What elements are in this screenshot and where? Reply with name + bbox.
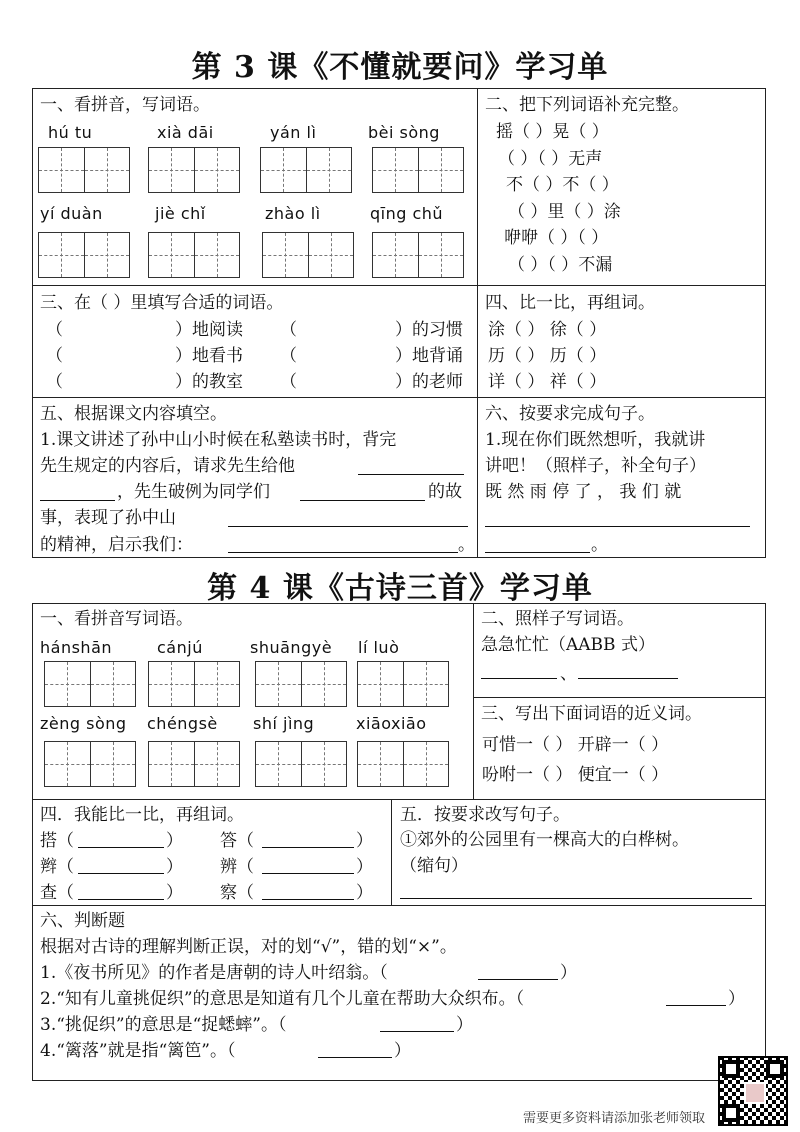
pinyin-label: xiāoxiāo bbox=[356, 714, 427, 733]
fill-line[interactable]: 咿咿（ ）（ ） bbox=[504, 228, 609, 248]
answer-blank[interactable] bbox=[78, 831, 164, 848]
sentence: ①郊外的公园里有一棵高大的白桦树。 bbox=[400, 830, 689, 850]
section-heading: 三、在（ ）里填写合适的词语。 bbox=[40, 293, 284, 313]
paren: ） bbox=[166, 883, 183, 903]
footer-note: 需要更多资料请添加张老师领取 bbox=[522, 1111, 705, 1126]
divider bbox=[473, 697, 766, 698]
pinyin-label: hánshān bbox=[40, 638, 113, 657]
fill-line[interactable]: 详（ ） 祥（ ） bbox=[488, 372, 607, 392]
fill-line[interactable]: 吩咐一（ ） 便宜一（ ） bbox=[482, 765, 669, 785]
writing-grid[interactable] bbox=[148, 147, 240, 193]
section-heading: 四、比一比，再组词。 bbox=[485, 293, 655, 313]
answer-blank[interactable] bbox=[358, 458, 464, 475]
pinyin-label: xià dāi bbox=[157, 123, 214, 142]
paren: ） bbox=[356, 831, 373, 851]
writing-grid[interactable] bbox=[38, 232, 130, 278]
answer-blank[interactable] bbox=[478, 963, 558, 980]
fill-phrase[interactable]: ）的习惯 bbox=[395, 320, 463, 340]
paren: （ bbox=[280, 346, 297, 366]
answer-blank[interactable] bbox=[485, 536, 590, 553]
answer-blank[interactable] bbox=[262, 883, 354, 900]
section-heading: 二、把下列词语补充完整。 bbox=[485, 95, 689, 115]
fill-phrase[interactable]: ）的老师 bbox=[395, 372, 463, 392]
pinyin-label: zèng sòng bbox=[40, 714, 127, 733]
fill-line[interactable]: （ ）里（ ）涂 bbox=[508, 202, 621, 222]
divider bbox=[32, 285, 766, 286]
writing-grid[interactable] bbox=[148, 661, 240, 707]
paragraph-line: 1.课文讲述了孙中山小时候在私塾读书时，背完 bbox=[40, 430, 397, 450]
section-heading: 三、写出下面词语的近义词。 bbox=[481, 704, 702, 724]
answer-blank[interactable] bbox=[485, 510, 750, 527]
pinyin-label: lí luò bbox=[358, 638, 400, 657]
paren: ） bbox=[456, 1015, 473, 1035]
pinyin-label: yí duàn bbox=[40, 204, 103, 223]
paren: （ bbox=[280, 320, 297, 340]
paragraph-line: 既 然 雨 停 了 ， 我 们 就 bbox=[485, 482, 682, 502]
pinyin-label: shuāngyè bbox=[250, 638, 333, 657]
answer-blank[interactable] bbox=[262, 831, 354, 848]
answer-blank[interactable] bbox=[481, 662, 557, 679]
paragraph-line: 讲吧！（照样子，补全句子） bbox=[485, 456, 706, 476]
paren: ） bbox=[394, 1041, 411, 1061]
section-heading: 四．我能比一比，再组词。 bbox=[40, 805, 244, 825]
writing-grid[interactable] bbox=[372, 147, 464, 193]
fill-phrase[interactable]: ）地看书 bbox=[175, 346, 243, 366]
pinyin-label: zhào lì bbox=[265, 204, 321, 223]
paren: ） bbox=[560, 963, 577, 983]
answer-blank[interactable] bbox=[78, 857, 164, 874]
divider bbox=[473, 603, 474, 799]
paren: ） bbox=[166, 831, 183, 851]
paragraph-line: 先生规定的内容后，请求先生给他 bbox=[40, 456, 295, 476]
lesson4-title: 第 4 课《古诗三首》学习单 bbox=[207, 571, 593, 606]
paren: ） bbox=[166, 857, 183, 877]
judge-item: 1.《夜书所见》的作者是唐朝的诗人叶绍翁。（ bbox=[40, 963, 388, 983]
fill-line[interactable]: 不（ ）不（ ） bbox=[506, 175, 619, 195]
char-label: 察（ bbox=[220, 883, 254, 903]
answer-blank[interactable] bbox=[578, 662, 678, 679]
fill-line[interactable]: 历（ ） 历（ ） bbox=[488, 346, 607, 366]
fill-line[interactable]: （ ）（ ）无声 bbox=[498, 149, 603, 169]
fill-phrase[interactable]: ）地背诵 bbox=[395, 346, 463, 366]
writing-grid[interactable] bbox=[357, 661, 449, 707]
period: 。 bbox=[458, 535, 475, 555]
paren: ） bbox=[728, 989, 745, 1009]
judge-item: 4.“篱落”就是指“篱笆”。（ bbox=[40, 1041, 236, 1061]
qr-code-icon bbox=[718, 1056, 788, 1126]
pinyin-label: jiè chǐ bbox=[155, 204, 206, 223]
judge-item: 3.“挑促织”的意思是“捉蟋蟀”。（ bbox=[40, 1015, 287, 1035]
paragraph-line: 事，表现了孙中山 bbox=[40, 508, 176, 528]
answer-blank[interactable] bbox=[78, 883, 164, 900]
fill-line[interactable]: 摇（ ）晃（ ） bbox=[496, 122, 609, 142]
paragraph-line: ，先生破例为同学们 bbox=[117, 482, 270, 502]
section-heading: 六、判断题 bbox=[40, 911, 125, 931]
answer-blank[interactable] bbox=[380, 1015, 454, 1032]
section-heading: 一、看拼音写词语。 bbox=[40, 609, 193, 629]
section-heading: 五．按要求改写句子。 bbox=[400, 805, 570, 825]
lesson3-title: 第 3 课《不懂就要问》学习单 bbox=[191, 50, 609, 85]
writing-grid[interactable] bbox=[262, 232, 354, 278]
paren: （ bbox=[46, 346, 63, 366]
char-label: 答（ bbox=[220, 831, 254, 851]
char-label: 查（ bbox=[40, 883, 74, 903]
paragraph-line: 的精神，启示我们： bbox=[40, 535, 193, 555]
answer-blank[interactable] bbox=[228, 536, 458, 553]
example-text: 急急忙忙（AABB 式） bbox=[481, 635, 655, 655]
answer-blank[interactable] bbox=[262, 857, 354, 874]
section-heading: 二、照样子写词语。 bbox=[481, 609, 634, 629]
writing-grid[interactable] bbox=[357, 741, 449, 787]
divider bbox=[32, 905, 766, 906]
writing-grid[interactable] bbox=[148, 232, 240, 278]
divider bbox=[477, 88, 478, 558]
writing-grid[interactable] bbox=[255, 741, 347, 787]
pinyin-label: yán lì bbox=[270, 123, 317, 142]
paragraph-line: 的故 bbox=[428, 482, 462, 502]
fill-line[interactable]: 可惜一（ ） 开辟一（ ） bbox=[482, 735, 669, 755]
answer-blank[interactable] bbox=[666, 989, 726, 1006]
paren: （ bbox=[46, 372, 63, 392]
answer-blank[interactable] bbox=[300, 484, 425, 501]
char-label: 辫（ bbox=[40, 857, 74, 877]
pinyin-label: hú tu bbox=[48, 123, 93, 142]
paren: （ bbox=[46, 320, 63, 340]
writing-grid[interactable] bbox=[44, 741, 136, 787]
fill-phrase[interactable]: ）地阅读 bbox=[175, 320, 243, 340]
answer-blank[interactable] bbox=[318, 1041, 392, 1058]
writing-grid[interactable] bbox=[148, 741, 240, 787]
pinyin-label: bèi sòng bbox=[368, 123, 440, 142]
divider bbox=[32, 799, 766, 800]
section-heading: 六、按要求完成句子。 bbox=[485, 404, 655, 424]
writing-grid[interactable] bbox=[38, 147, 130, 193]
avatar bbox=[744, 1082, 766, 1104]
writing-grid[interactable] bbox=[372, 232, 464, 278]
period: 。 bbox=[591, 535, 608, 555]
fill-line[interactable]: 涂（ ） 徐（ ） bbox=[488, 320, 607, 340]
pinyin-label: shí jìng bbox=[253, 714, 315, 733]
paren: ） bbox=[356, 883, 373, 903]
pinyin-label: chéngsè bbox=[147, 714, 218, 733]
fill-line[interactable]: （ ）（ ）不漏 bbox=[508, 255, 613, 275]
char-label: 辨（ bbox=[220, 857, 254, 877]
answer-blank[interactable] bbox=[228, 510, 468, 527]
writing-grid[interactable] bbox=[44, 661, 136, 707]
writing-grid[interactable] bbox=[255, 661, 347, 707]
separator: 、 bbox=[560, 664, 577, 684]
writing-grid[interactable] bbox=[260, 147, 352, 193]
pinyin-label: qīng chǔ bbox=[370, 204, 444, 223]
paren: （ bbox=[280, 372, 297, 392]
instruction: （缩句） bbox=[400, 856, 468, 876]
instruction: 根据对古诗的理解判断正误，对的划“√”，错的划“×”。 bbox=[40, 937, 457, 957]
paren: ） bbox=[356, 857, 373, 877]
judge-item: 2.“知有儿童挑促织”的意思是知道有几个儿童在帮助大众织布。（ bbox=[40, 989, 525, 1009]
answer-blank[interactable] bbox=[400, 882, 752, 899]
char-label: 搭（ bbox=[40, 831, 74, 851]
answer-blank[interactable] bbox=[40, 484, 115, 501]
divider bbox=[32, 397, 766, 398]
divider bbox=[391, 799, 392, 905]
section-heading: 一、看拼音，写词语。 bbox=[40, 95, 210, 115]
fill-phrase[interactable]: ）的教室 bbox=[175, 372, 243, 392]
pinyin-label: cánjú bbox=[157, 638, 203, 657]
paragraph-line: 1.现在你们既然想听，我就讲 bbox=[485, 430, 706, 450]
section-heading: 五、根据课文内容填空。 bbox=[40, 404, 227, 424]
